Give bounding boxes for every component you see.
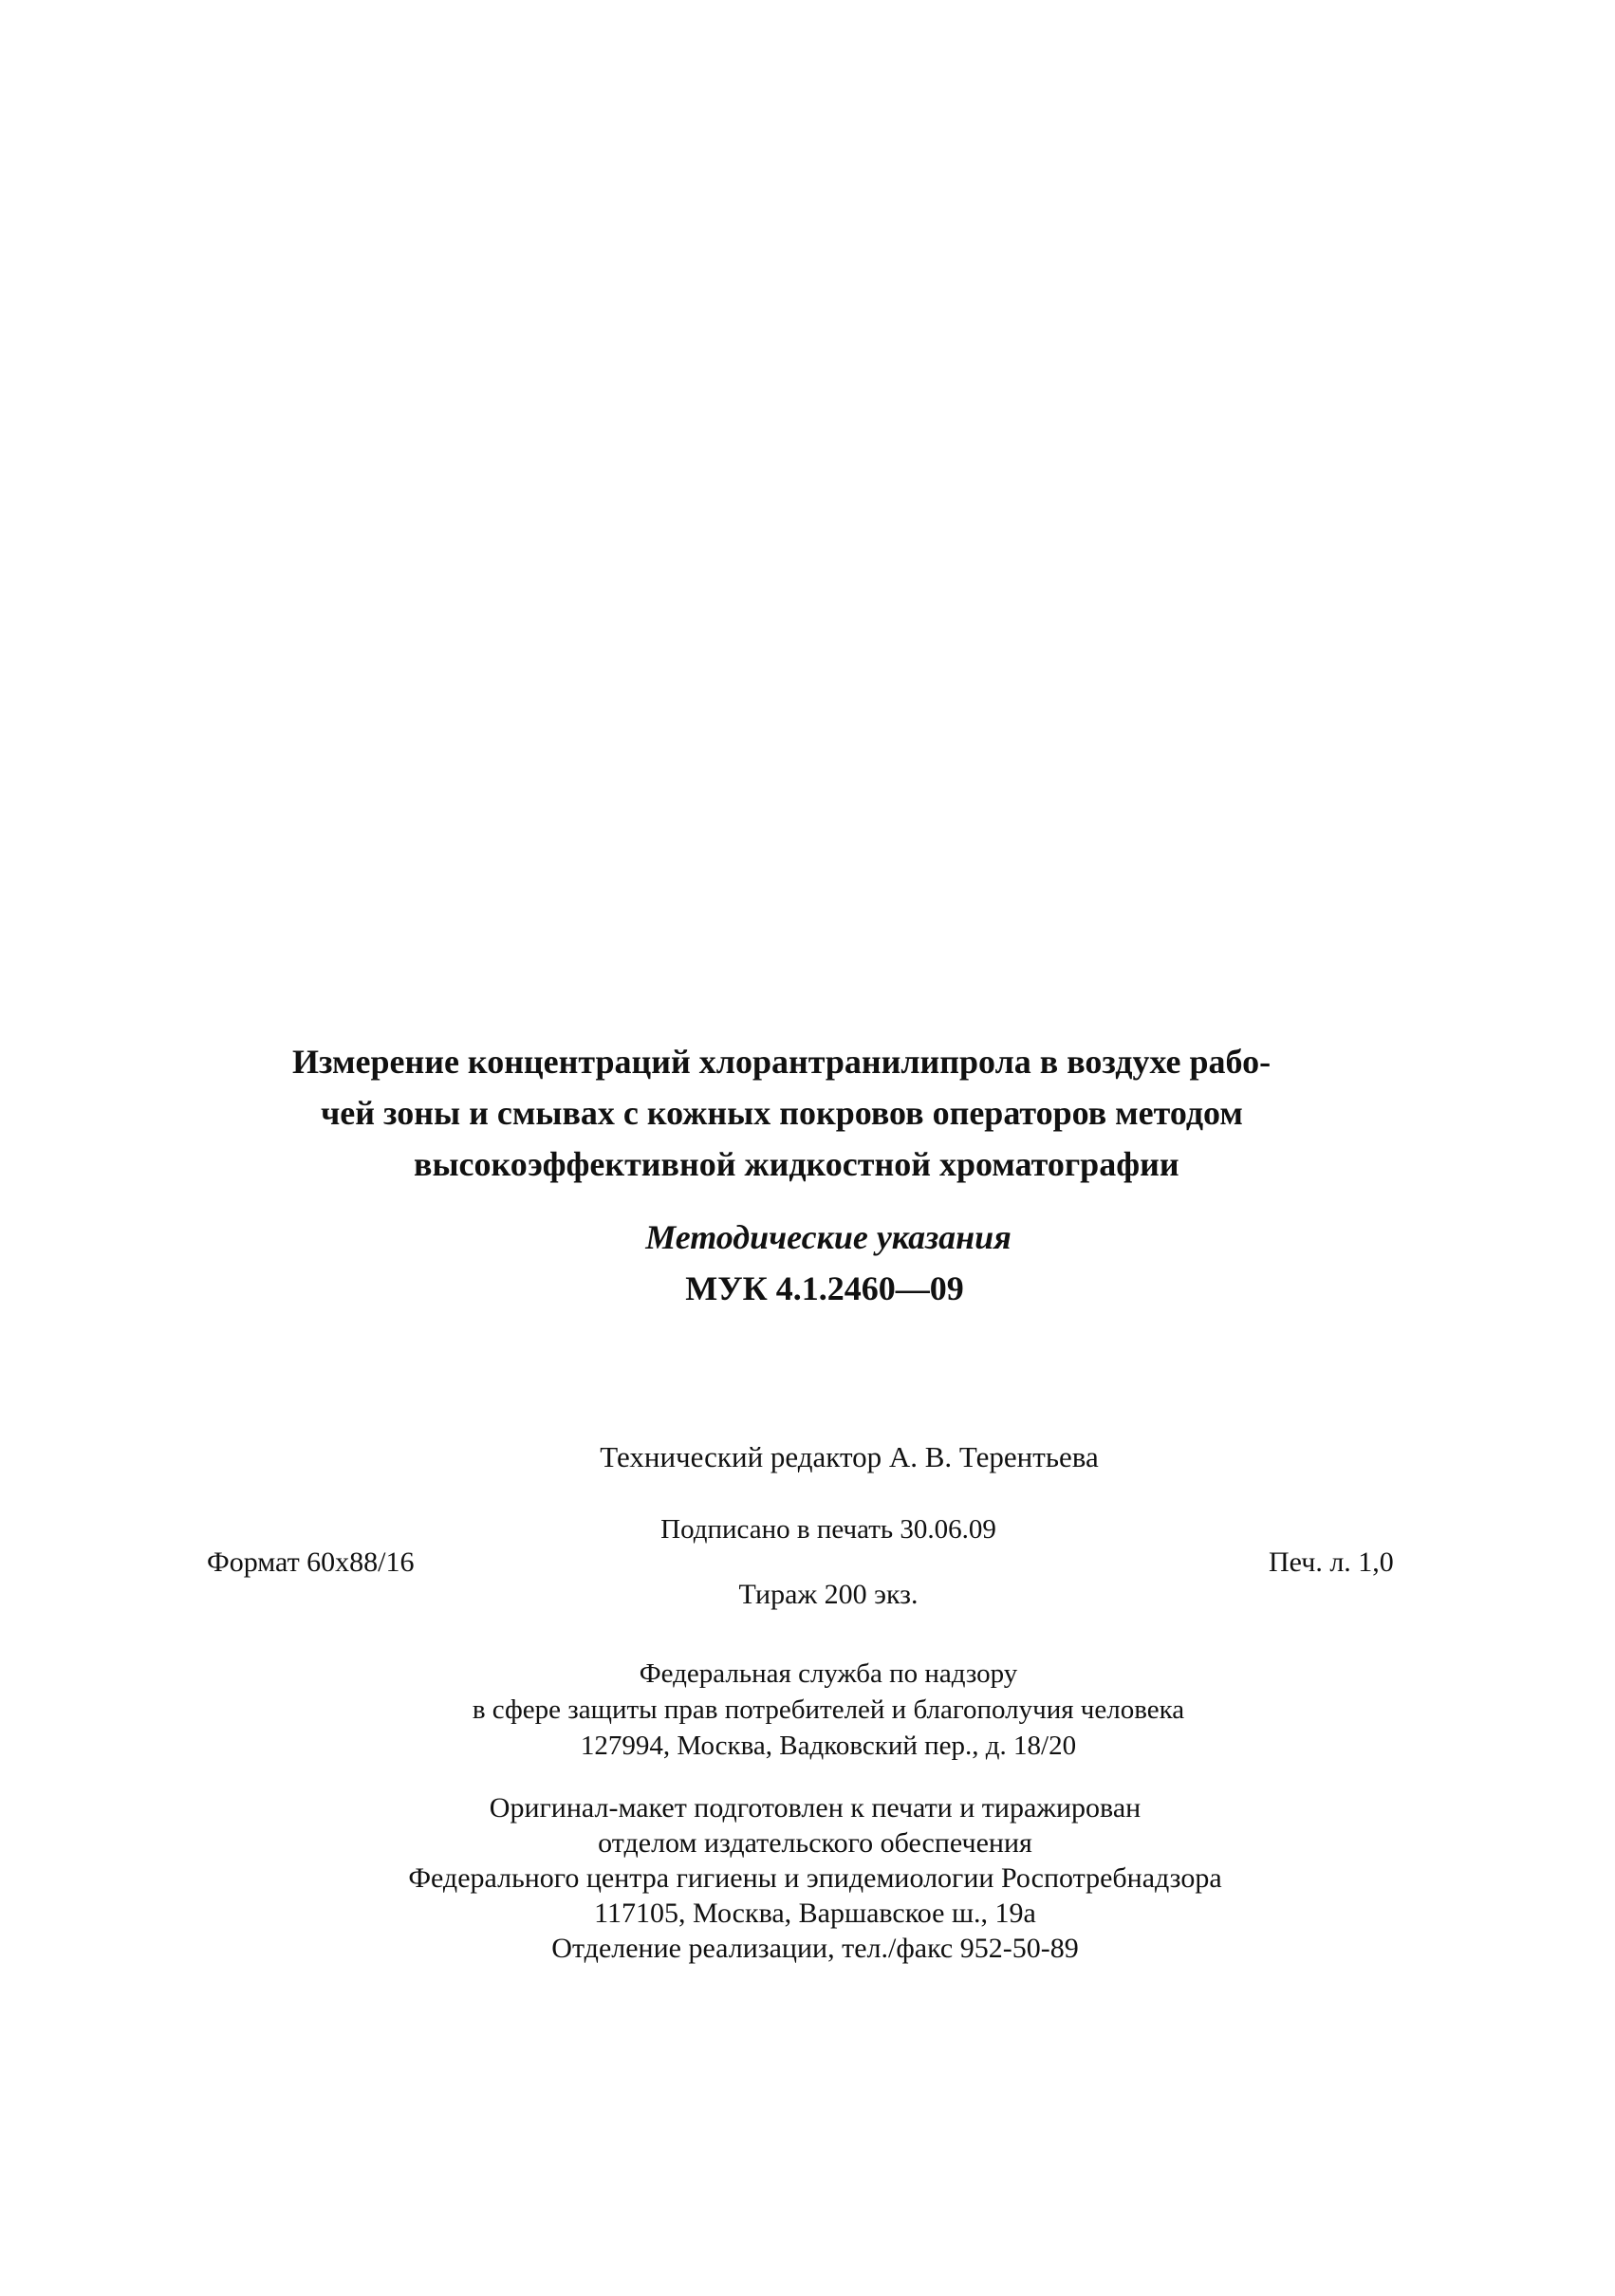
- publisher-block: [21, 1656, 1615, 1764]
- document-title: [285, 1036, 1423, 1190]
- paper-format: Формат 60х88/16: [207, 1546, 415, 1578]
- producer-line-2: отделом издательского обеспечения: [598, 1827, 1032, 1859]
- publisher-line-1: Федеральная служба по надзору: [639, 1658, 1018, 1689]
- producer-line-1: Оригинал-макет подготовлен к печати и тиражирован: [489, 1792, 1142, 1824]
- publisher-line-2: в сфере защиты прав потребителей и благополучия человека: [472, 1694, 1185, 1725]
- title-line-1: Измерение концентраций хлорантранилипрола в воздухе рабо-: [292, 1043, 1272, 1081]
- title-line-3: высокоэффективной жидкостной хроматографии: [414, 1145, 1179, 1183]
- document-type: Методические указания: [645, 1218, 1012, 1256]
- producer-block: [8, 1790, 1615, 1966]
- signed-to-print: Подписано в печать 30.06.09: [660, 1514, 996, 1545]
- technical-editor: Технический редактор А. В. Терентьева: [600, 1440, 1099, 1473]
- printed-sheets: Печ. л. 1,0: [1269, 1546, 1394, 1578]
- producer-line-5: Отделение реализации, тел./факс 952-50-89: [551, 1933, 1079, 1964]
- print-run: Тираж 200 экз.: [738, 1579, 919, 1610]
- title-line-2: чей зоны и смывах с кожных покровов операторов методом: [321, 1094, 1243, 1132]
- producer-line-3: Федерального центра гигиены и эпидемиологии Роспотребнадзора: [408, 1862, 1222, 1894]
- producer-line-4: 117105, Москва, Варшавское ш., 19а: [594, 1898, 1036, 1929]
- publisher-line-3: 127994, Москва, Вадковский пер., д. 18/20: [580, 1731, 1077, 1761]
- document-code: МУК 4.1.2460—09: [685, 1269, 964, 1307]
